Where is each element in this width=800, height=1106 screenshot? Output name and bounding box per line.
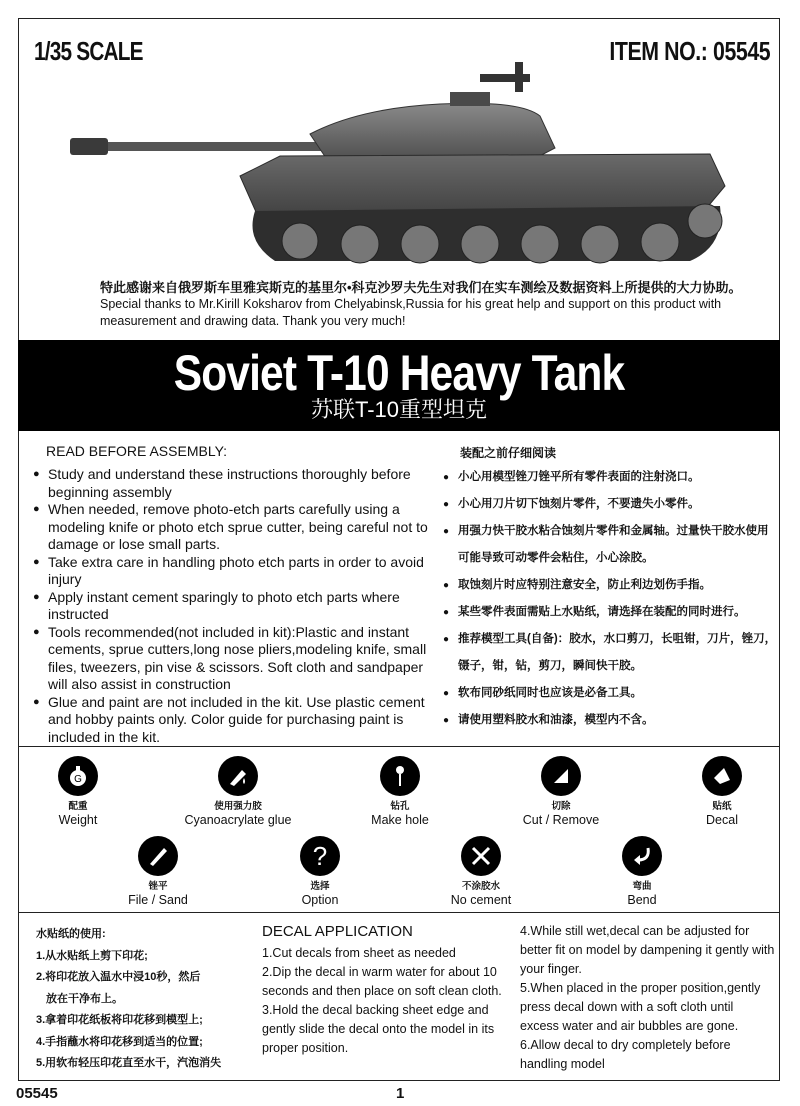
list-item: ● Take extra care in handling photo etch parts in order to avoid injury [30,554,435,589]
symbol-label-cn: 切除 [551,801,571,812]
divider [18,746,780,747]
symbol-label-en: File / Sand [128,893,188,907]
symbol-file [88,836,228,907]
list-item: ● When needed, remove photo-etch parts carefully using a modeling knife or photo etch sprue cutter, being careful not to damage or lose small parts. [30,501,435,554]
decal-line: 3.拿着印花纸板将印花移到模型上; [36,1014,203,1026]
symbol-bend [572,836,712,907]
symbol-drill [330,756,470,827]
symbol-label-en: Bend [627,893,657,907]
symbol-label-cn: 不涂胶水 [461,881,500,892]
decal-instructions-en [262,922,520,1058]
title-cn: 苏联T-10重型坦克 [310,397,488,422]
list-item: ● 软布同砂纸同时也应该是必备工具。 [443,680,778,707]
glue-drop-icon [218,756,258,796]
list-item: ● 小心用刀片切下蚀刻片零件，不要遗失小零件。 [443,491,778,518]
symbol-no-cement [411,836,551,907]
tank-illustration [60,56,760,276]
decal-line: 放在干净布上。 [46,992,123,1005]
decal-line: 4.手指蘸水将印花移到适当的位置; [36,1035,203,1048]
weight-icon [58,756,98,796]
symbol-option [250,836,390,907]
svg-text:G: G [74,774,82,785]
decal-step: 6.Allow decal to dry completely before handling model [520,1038,731,1071]
title-en: Soviet T-10 Heavy Tank [173,345,625,401]
symbol-label-en: Option [301,893,339,907]
decal-line: 2.将印花放入温水中浸10秒，然后 [36,971,201,983]
decal-line: 1.从水贴纸上剪下印花; [36,949,148,962]
question-icon: ? [300,836,340,876]
thanks-cn: 特此感谢来自俄罗斯车里雅宾斯克的基里尔•科克沙罗夫先生对我们在实车测绘及数据资料上所提供的大力协助。 [100,280,742,295]
footer-code: 05545 [16,1085,58,1102]
symbol-label-cn: 配重 [68,801,88,812]
bend-arrow-icon [622,836,662,876]
decal-step: 1.Cut decals from sheet as needed [262,946,456,960]
list-item: ● 取蚀刻片时应特别注意安全，防止利边划伤手指。 [443,572,778,599]
symbol-label-en: Decal [706,813,738,827]
symbol-label-en: Weight [58,813,98,827]
decal-icon [702,756,742,796]
decal-step: 4.While still wet,decal can be adjusted for better fit on model by dampening it gently with your finger. [520,924,775,976]
scale-label: 1/35 SCALE [34,36,143,66]
read-list-cn [443,464,778,734]
list-item: ● 用强力快干胶水粘合蚀刻片零件和金属轴。过量快干胶水使用可能导致可动零件会粘住，小心涂胶。 [443,518,778,572]
symbol-label-cn: 弯曲 [632,881,652,892]
symbol-cut [491,756,631,827]
decal-instructions-en-2 [520,922,775,1074]
item-number: ITEM NO.: 05545 [609,36,770,66]
symbol-label-en: Make hole [371,813,429,827]
read-heading: READ BEFORE ASSEMBLY: [46,443,228,459]
symbol-label-cn: 选择 [310,881,330,892]
page-number: 1 [396,1085,405,1102]
decal-step: 3.Hold the decal backing sheet edge and gently slide the decal onto the model in its proper position. [262,1003,495,1055]
list-item: ● Glue and paint are not included in the kit. Use plastic cement and hobby paints only. Color guide for purchasing paint is included in the kit. [30,694,435,747]
knife-icon [541,756,581,796]
divider [18,912,780,913]
decal-step: 5.When placed in the proper position,gently press decal down with a soft cloth until excess water and air bubbles are gone. [520,981,761,1033]
symbol-label-cn: 锉平 [148,881,168,892]
decal-heading: DECAL APPLICATION [262,923,413,940]
symbol-label-en: No cement [450,893,512,907]
file-icon [138,836,178,876]
symbol-label-en: Cut / Remove [522,813,600,827]
symbol-glue [168,756,308,827]
list-item: ● 小心用模型锉刀锉平所有零件表面的注射浇口。 [443,464,778,491]
read-heading-cn: 装配之前仔细阅读 [460,446,557,460]
symbol-label-cn: 贴纸 [712,801,732,812]
list-item: ● 推荐模型工具(自备)：胶水，水口剪刀，长咀钳，刀片，锉刀，镊子，钳，钻，剪刀，瞬间快干胶。 [443,626,778,680]
decal-heading-cn: 水贴纸的使用: [36,928,106,940]
title-bar [18,340,780,431]
drill-icon [380,756,420,796]
symbol-label-cn: 钻孔 [390,801,410,812]
decal-step: 2.Dip the decal in warm water for about 10 seconds and then place on soft clean cloth. [262,965,502,998]
symbol-label-cn: 使用强力胶 [214,801,262,812]
list-item: ● 请使用塑料胶水和油漆，模型内不含。 [443,707,778,734]
list-item: ● Tools recommended(not included in kit):Plastic and instant cements, sprue cutters,long nose pliers,modeling knife, small files, tweezers, pin vise & scissors. Soft cloth and sandpaper will also assist in construction [30,624,435,694]
decal-instructions-cn [36,924,266,1075]
thanks-note [100,279,770,330]
list-item: ● Study and understand these instructions thoroughly before beginning assembly [30,466,435,501]
symbol-weight [8,756,148,827]
symbol-decal [652,756,792,827]
list-item: ● Apply instant cement sparingly to photo etch parts where instructed [30,589,435,624]
symbol-label-en: Cyanoacrylate glue [184,813,292,827]
thanks-en: Special thanks to Mr.Kirill Koksharov from Chelyabinsk,Russia for his great help and support on this product with measurement and drawing data. Thank you very much! [100,297,722,328]
list-item: ● 某些零件表面需贴上水贴纸，请选择在装配的同时进行。 [443,599,778,626]
no-cement-icon [461,836,501,876]
read-list [30,466,435,746]
decal-line: 5.用软布轻压印花直至水干，汽泡消失 [36,1057,222,1069]
